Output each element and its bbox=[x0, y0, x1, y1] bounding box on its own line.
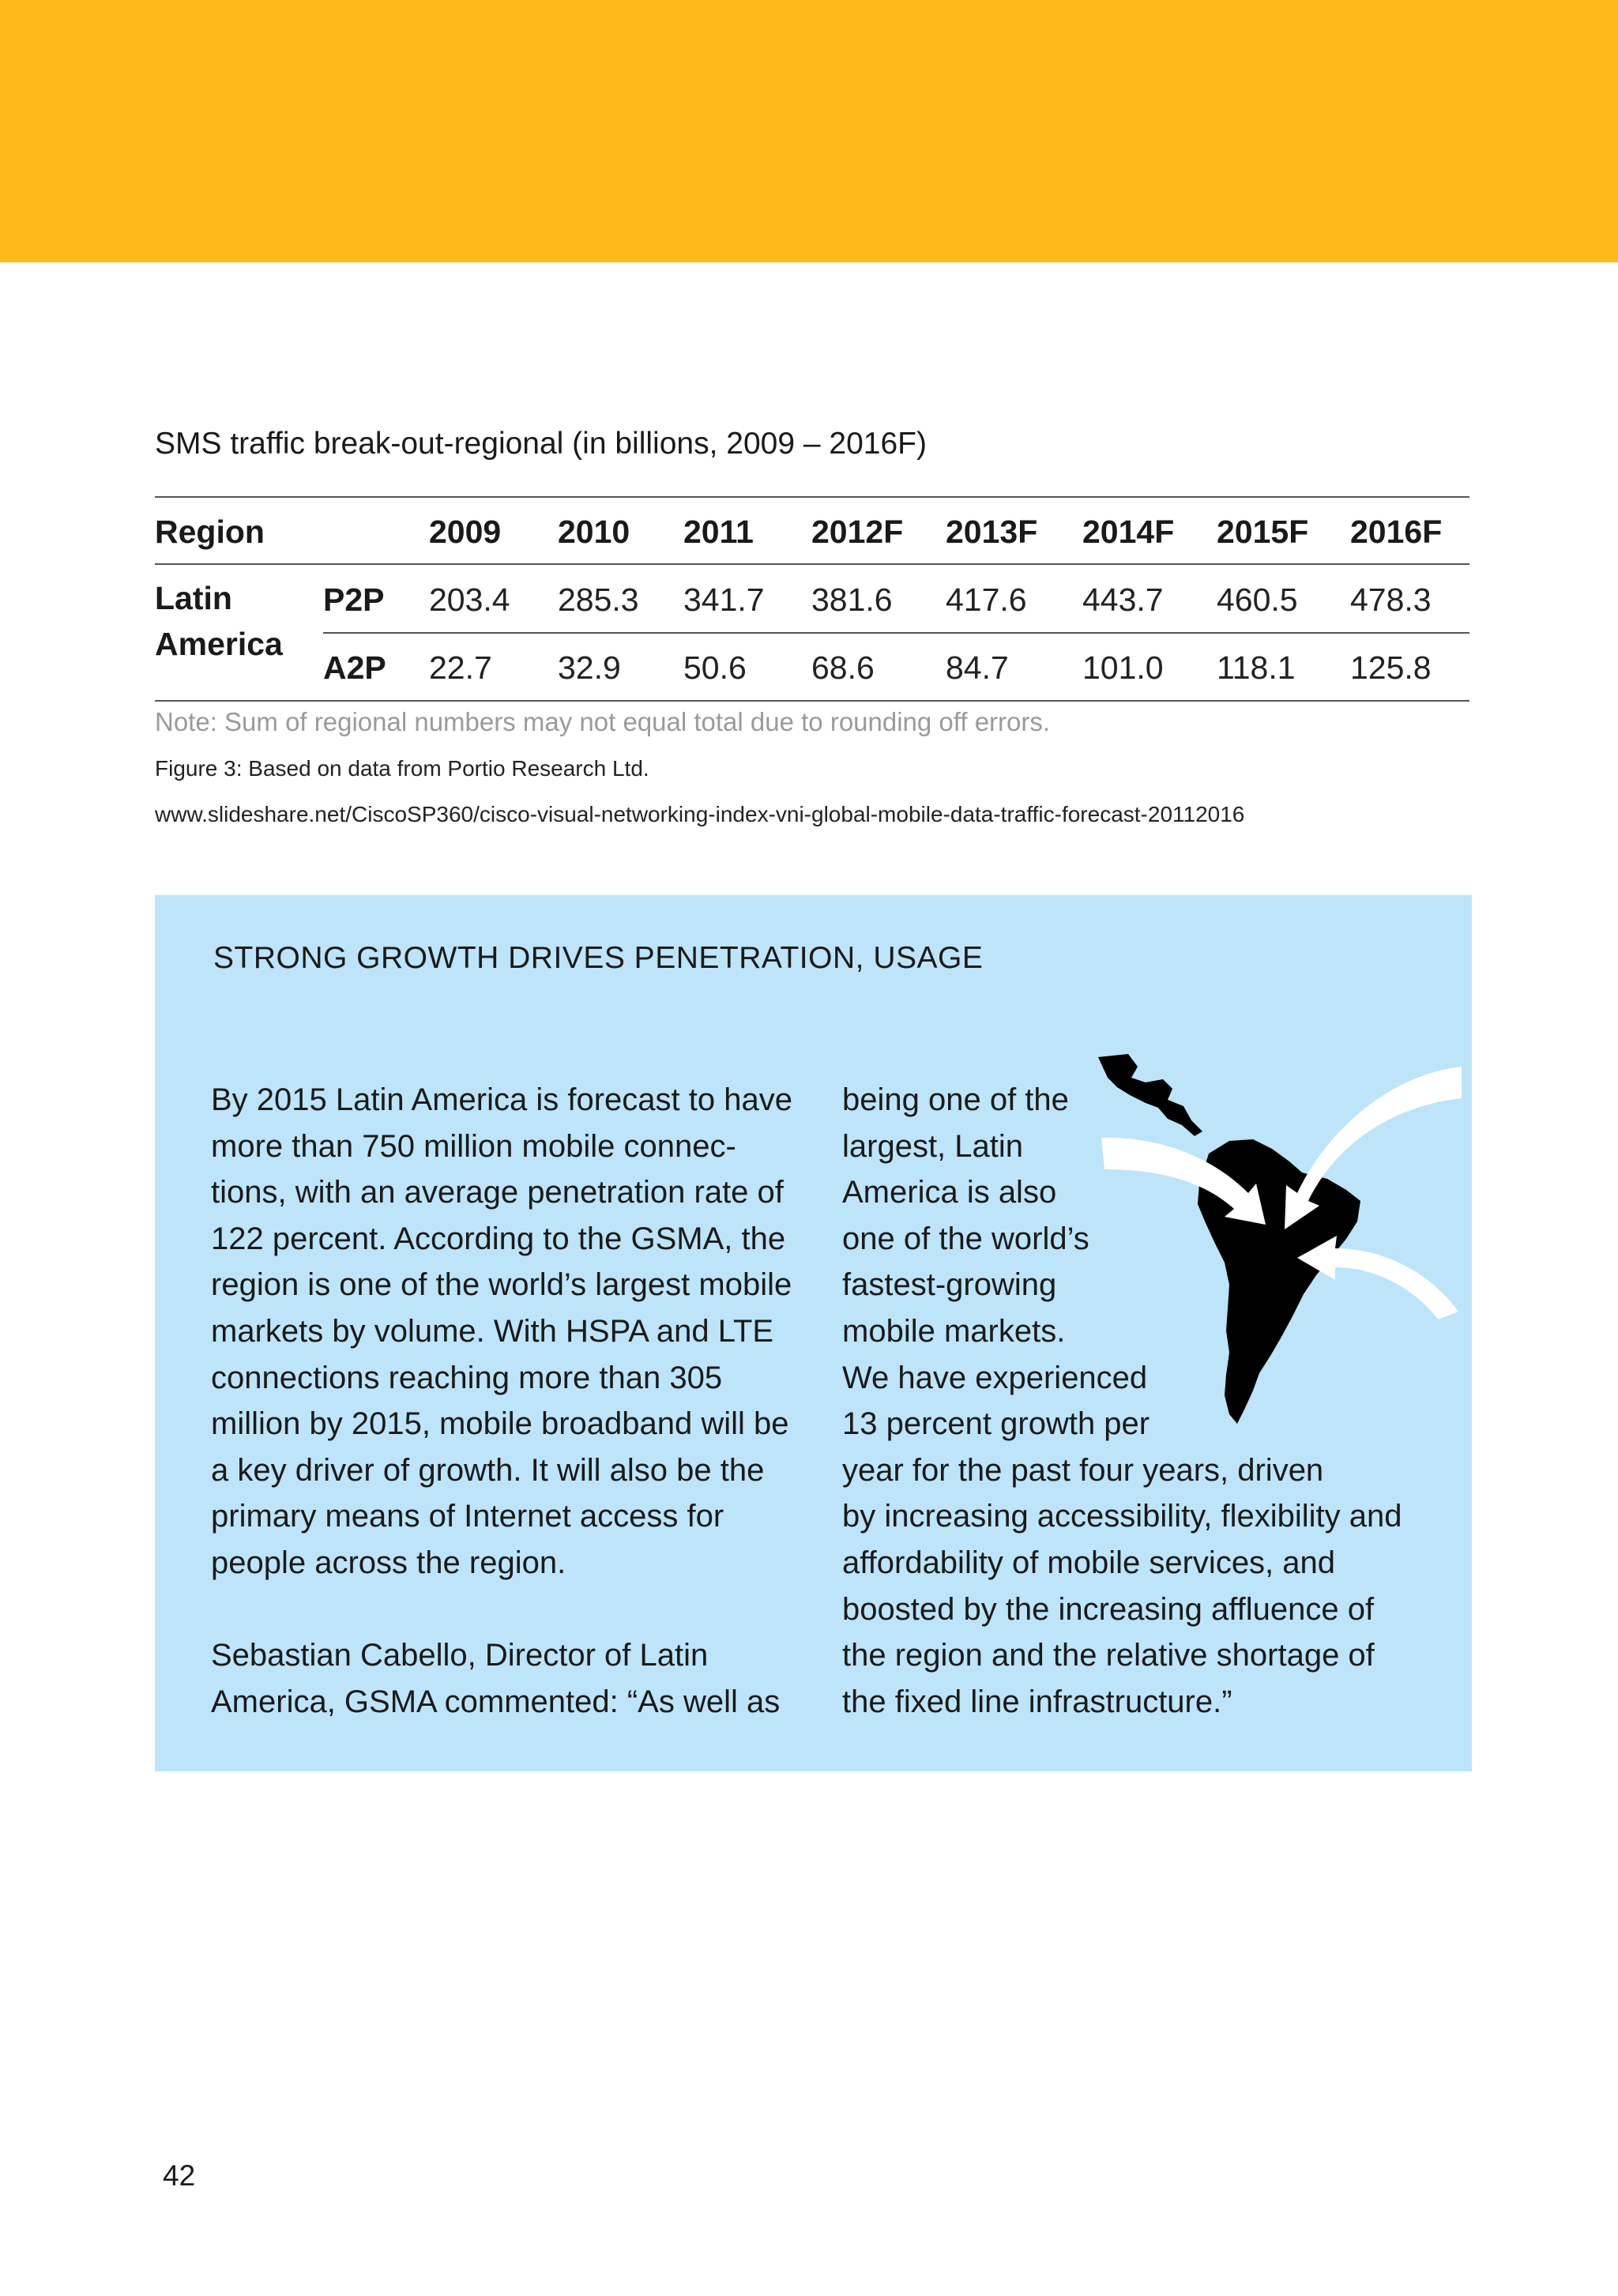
table-cell: 381.6 bbox=[811, 582, 893, 618]
text-line: 13 percent growth per bbox=[842, 1406, 1150, 1442]
text-line: region is one of the world’s largest mobile bbox=[211, 1267, 792, 1303]
header-2009: 2009 bbox=[429, 514, 502, 550]
header-2012f: 2012F bbox=[811, 514, 904, 550]
arrow-top-right bbox=[1285, 1067, 1462, 1229]
table-cell: 101.0 bbox=[1082, 649, 1164, 686]
text-line: being one of the bbox=[842, 1082, 1069, 1117]
text-line: By 2015 Latin America is forecast to have bbox=[211, 1082, 792, 1117]
table-cell: 50.6 bbox=[683, 649, 747, 686]
source-url: www.slideshare.net/CiscoSP360/cisco-visual-networking-index-vni-global-mobile-data-traffic-forecast-20112016 bbox=[155, 802, 1245, 826]
text-line: 122 percent. According to the GSMA, the bbox=[211, 1221, 786, 1256]
region-label-line2: America bbox=[155, 626, 283, 662]
central-america-shape bbox=[1098, 1054, 1202, 1136]
header-2010: 2010 bbox=[558, 514, 630, 550]
page-number: 42 bbox=[163, 2159, 196, 2192]
table-cell: 341.7 bbox=[683, 582, 765, 618]
table-cell: 285.3 bbox=[558, 582, 639, 618]
text-line: markets by volume. With HSPA and LTE bbox=[211, 1313, 774, 1349]
header-rule bbox=[155, 563, 1469, 565]
text-line: largest, Latin bbox=[842, 1128, 1024, 1164]
table-title: SMS traffic break-out-regional (in billions, 2009 – 2016F) bbox=[155, 427, 927, 461]
table-cell: 32.9 bbox=[558, 649, 621, 686]
text-line: the fixed line infrastructure.” bbox=[842, 1684, 1232, 1719]
text-line: America is also bbox=[842, 1175, 1057, 1210]
header-2011: 2011 bbox=[683, 514, 754, 550]
arrow-right-lower bbox=[1297, 1236, 1458, 1319]
text-line: America, GSMA commented: “As well as bbox=[211, 1684, 781, 1719]
text-line: people across the region. bbox=[211, 1545, 566, 1580]
table-cell: 417.6 bbox=[946, 582, 1027, 618]
text-line: tions, with an average penetration rate of bbox=[211, 1175, 784, 1210]
table-top-rule bbox=[155, 496, 1469, 498]
header-color-band bbox=[0, 0, 1618, 262]
header-2014f: 2014F bbox=[1082, 514, 1175, 550]
table-cell: 203.4 bbox=[429, 582, 510, 618]
text-line: by increasing accessibility, flexibility and bbox=[842, 1499, 1402, 1534]
table-cell: 22.7 bbox=[429, 649, 492, 686]
header-2013f: 2013F bbox=[946, 514, 1038, 550]
header-region: Region bbox=[155, 514, 265, 550]
text-line: Sebastian Cabello, Director of Latin bbox=[211, 1638, 709, 1673]
table-note: Note: Sum of regional numbers may not equal total due to rounding off errors. bbox=[155, 707, 1051, 736]
figure-caption: Figure 3: Based on data from Portio Research Ltd. bbox=[155, 756, 649, 781]
latin-america-map-icon bbox=[1090, 1043, 1462, 1430]
text-line: primary means of Internet access for bbox=[211, 1499, 724, 1534]
text-line: boosted by the increasing affluence of bbox=[842, 1591, 1375, 1627]
infobox-left-column bbox=[211, 1077, 811, 1725]
row-divider bbox=[323, 632, 1469, 634]
table-cell: 68.6 bbox=[811, 649, 875, 686]
infobox-heading: STRONG GROWTH DRIVES PENETRATION, USAGE bbox=[213, 941, 984, 975]
text-line: year for the past four years, driven bbox=[842, 1452, 1324, 1488]
text-line: more than 750 million mobile connec- bbox=[211, 1128, 736, 1164]
header-2015f: 2015F bbox=[1217, 514, 1309, 550]
text-line: affordability of mobile services, and bbox=[842, 1545, 1336, 1580]
table-cell: 443.7 bbox=[1082, 582, 1164, 618]
table-cell: 84.7 bbox=[946, 649, 1009, 686]
text-line: We have experienced bbox=[842, 1360, 1148, 1395]
text-line: the region and the relative shortage of bbox=[842, 1638, 1375, 1673]
row-type-p2p: P2P bbox=[323, 582, 385, 618]
table-bottom-rule bbox=[155, 700, 1469, 702]
text-line: mobile markets. bbox=[842, 1313, 1066, 1349]
region-label-line1: Latin bbox=[155, 580, 232, 616]
text-line: fastest-growing bbox=[842, 1267, 1057, 1303]
table-cell: 125.8 bbox=[1350, 649, 1432, 686]
text-line: a key driver of growth. It will also be the bbox=[211, 1452, 765, 1488]
table-cell: 118.1 bbox=[1217, 649, 1296, 686]
table-cell: 478.3 bbox=[1350, 582, 1432, 618]
table-cell: 460.5 bbox=[1217, 582, 1298, 618]
header-2016f: 2016F bbox=[1350, 514, 1443, 550]
text-line: connections reaching more than 305 bbox=[211, 1360, 723, 1395]
row-type-a2p: A2P bbox=[323, 649, 386, 686]
text-line: million by 2015, mobile broadband will be bbox=[211, 1406, 789, 1442]
text-line: one of the world’s bbox=[842, 1221, 1089, 1256]
